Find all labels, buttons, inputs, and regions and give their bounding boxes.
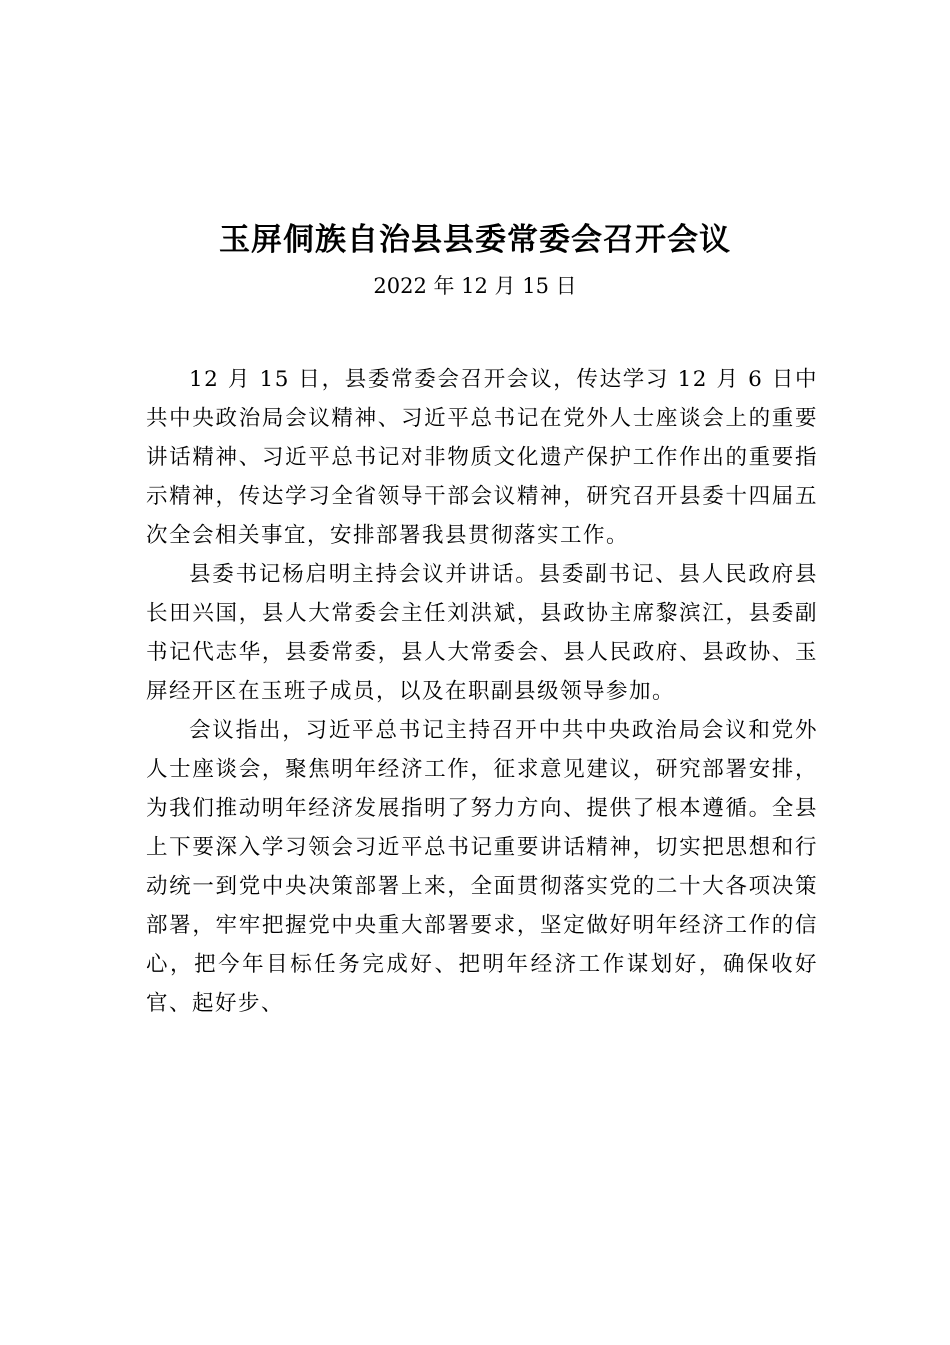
document-body [146,360,818,1023]
paragraph-2: 县委书记杨启明主持会议并讲话。县委副书记、县人民政府县长田兴国，县人大常委会主任刘洪斌，县政协主席黎滨江，县委副书记代志华，县委常委，县人大常委会、县人民政府、县政协、玉屏经开区在玉班子成员，以及在职副县级领导参加。 [146,562,818,704]
document-title: 玉屏侗族自治县县委常委会召开会议 [219,222,731,258]
paragraph-3: 会议指出，习近平总书记主持召开中共中央政治局会议和党外人士座谈会，聚焦明年经济工作，征求意见建议，研究部署安排，为我们推动明年经济发展指明了努力方向、提供了根本遵循。全县上下要深入学习领会习近平总书记重要讲话精神，切实把思想和行动统一到党中央决策部署上来，全面贯彻落实党的二十大各项决策部署，牢牢把握党中央重大部署要求，坚定做好明年经济工作的信心，把今年目标任务完成好、把明年经济工作谋划好，确保收好官、起好步、 [146,718,818,1016]
document-date: 2022 年 12 月 15 日 [373,274,577,298]
paragraph-1: 12 月 15 日，县委常委会召开会议，传达学习 12 月 6 日中共中央政治局会议精神、习近平总书记在党外人士座谈会上的重要讲话精神、习近平总书记对非物质文化遗产保护工作作出的重要指示精神，传达学习全省领导干部会议精神，研究召开县委十四届五次全会相关事宜，安排部署我县贯彻落实工作。 [146,367,818,548]
